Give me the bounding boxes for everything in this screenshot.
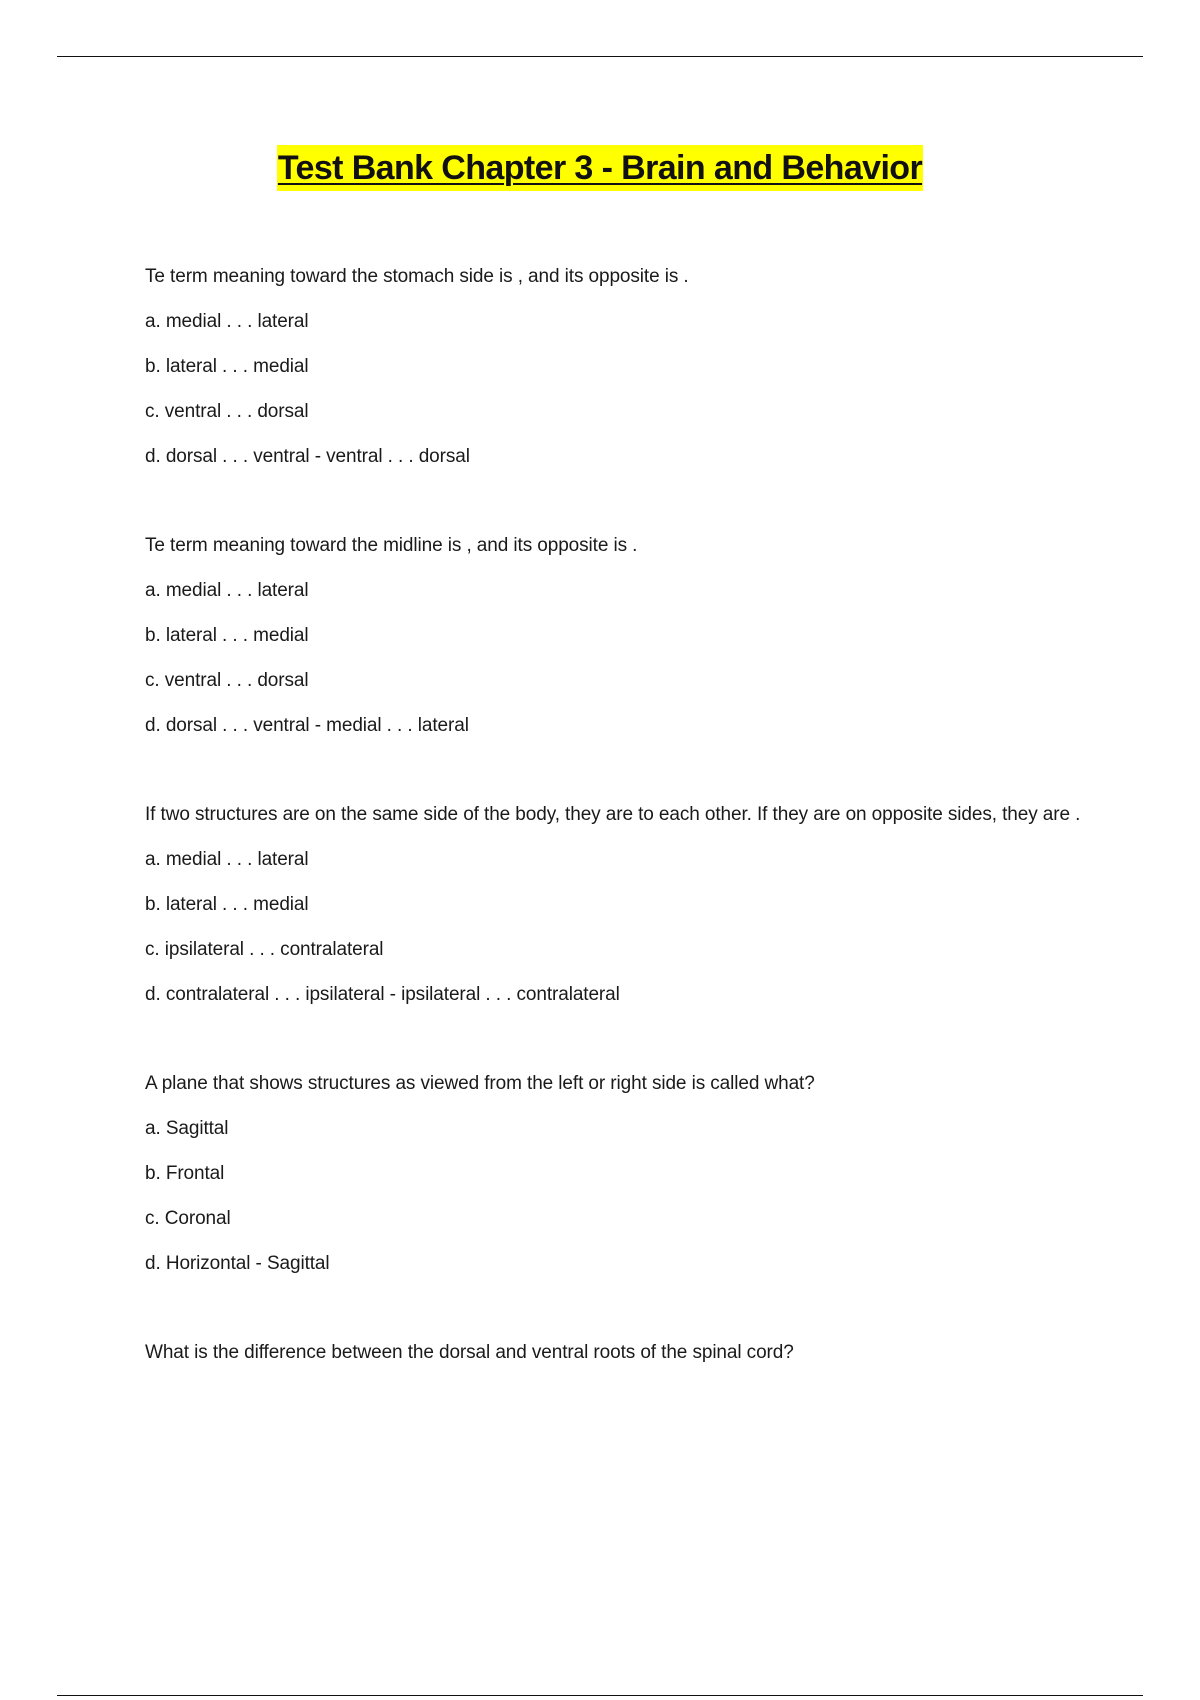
option-b: b. lateral . . . medial	[145, 356, 309, 377]
option-a: a. medial . . . lateral	[145, 311, 309, 332]
question-3	[145, 792, 1085, 1017]
option-d: d. Horizontal - Sagittal	[145, 1253, 330, 1274]
footer-rule	[57, 1695, 1143, 1696]
option-c: c. Coronal	[145, 1208, 231, 1229]
question-text: A plane that shows structures as viewed from the left or right side is called what?	[145, 1073, 815, 1094]
option-a: a. medial . . . lateral	[145, 580, 309, 601]
document-title: Test Bank Chapter 3 - Brain and Behavior	[277, 145, 923, 191]
header-rule	[57, 56, 1143, 57]
option-a: a. medial . . . lateral	[145, 849, 309, 870]
option-a: a. Sagittal	[145, 1118, 229, 1139]
option-d: d. contralateral . . . ipsilateral - ipsilateral . . . contralateral	[145, 984, 620, 1005]
title-container	[0, 145, 1200, 191]
option-c: c. ventral . . . dorsal	[145, 670, 309, 691]
option-d: d. dorsal . . . ventral - medial . . . lateral	[145, 715, 469, 736]
question-2	[145, 523, 1085, 748]
option-b: b. lateral . . . medial	[145, 894, 309, 915]
option-d: d. dorsal . . . ventral - ventral . . . dorsal	[145, 446, 470, 467]
question-text: Te term meaning toward the midline is , and its opposite is .	[145, 535, 638, 556]
option-b: b. lateral . . . medial	[145, 625, 309, 646]
question-5	[145, 1330, 1085, 1375]
option-b: b. Frontal	[145, 1163, 225, 1184]
option-c: c. ventral . . . dorsal	[145, 401, 309, 422]
question-4	[145, 1061, 1085, 1286]
question-1	[145, 254, 1085, 479]
question-text: What is the difference between the dorsal and ventral roots of the spinal cord?	[145, 1342, 794, 1363]
option-c: c. ipsilateral . . . contralateral	[145, 939, 384, 960]
question-list	[145, 254, 1085, 1419]
question-text: If two structures are on the same side of the body, they are to each other. If they are on opposite sides, they are .	[145, 804, 1081, 825]
question-text: Te term meaning toward the stomach side is , and its opposite is .	[145, 266, 689, 287]
